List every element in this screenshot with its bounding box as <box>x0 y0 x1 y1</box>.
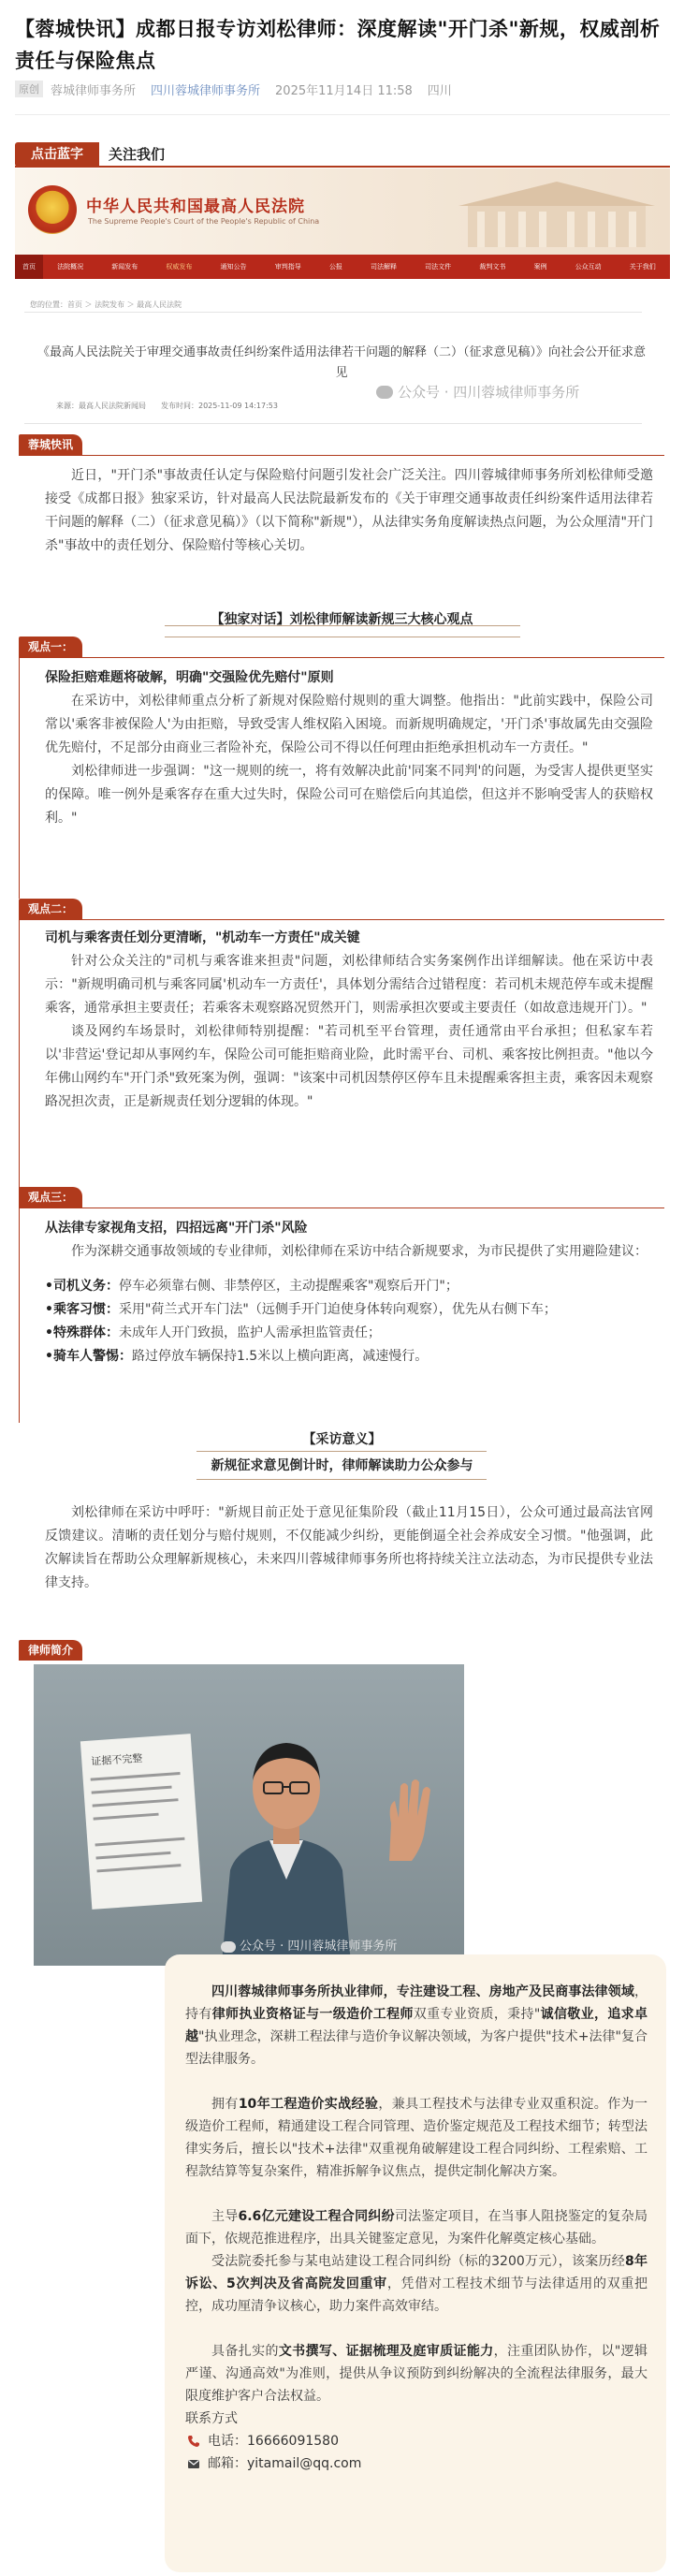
tip-label: •乘客习惯： <box>45 1302 119 1317</box>
tip-text: 停车必须靠右侧、非禁停区，主动提醒乘客"观察后开门"； <box>118 1279 458 1294</box>
tip-item <box>45 1345 653 1368</box>
lawyer-bio-card <box>165 1954 666 2572</box>
email-icon <box>187 2457 200 2470</box>
court-nav-item: 审判指导 <box>274 263 301 271</box>
section-vbar <box>19 919 20 1189</box>
tip-text: 路过停放车辆保持1.5米以上横向距离，减速慢行。 <box>131 1349 429 1364</box>
point1-para2: 刘松律师进一步强调："这一规则的统一，将有效解决此前'同案不同判'的问题，为受害人提供更坚实的保障。唯一例外是乘客存在重大过失时，保险公司可在赔偿后向其追偿，但这并不影响受害人的获赔权利。" <box>45 764 653 826</box>
bio-para1: 四川蓉城律师事务所执业律师，专注建设工程、房地产及民商事法律领域，持有律师执业资格证与一级造价工程师双重专业资质，秉持"诚信敬业，追求卓越"执业理念，深耕工程法律与造价争议解决领域，为客户提供"技术+法律"复合型法律服务。 <box>185 1984 648 2067</box>
publish-location: 四川 <box>427 83 452 98</box>
court-nav-bar <box>15 255 670 279</box>
tip-item <box>45 1298 653 1322</box>
interview-body <box>45 1501 653 1595</box>
point2-para2: 谈及网约车场景时，刘松律师特别提醒："若司机至平台管理，责任通常由平台承担；但私家车若以'非营运'登记却从事网约车，保险公司可能拒赔商业险，此时需平台、司机、乘客按比例担责。"他以今年佛山网约车"开门杀"致死案为例，强调："该案中司机因禁停区停车且未提醒乘客担主责，乘客因未观察路况担次责，正是新规责任划分逻辑的体现。" <box>45 1024 653 1109</box>
point1-para1: 在采访中，刘松律师重点分析了新规对保险赔付规则的重大调整。他指出："此前实践中，保险公司常以'乘客非被保险人'为由拒赔，导致受害人维权陷入困境。而新规明确规定，'开门杀'事故属先由交强险优先赔付，不足部分由商业三者险补充，保险公司不得以任何理由拒绝承担机动车一方责任。" <box>45 694 653 755</box>
contact-email-row[interactable] <box>185 2452 648 2475</box>
bio-para3b: 受法院委托参与某电站建设工程合同纠纷（标的3200万元），该案历经8年诉讼、5次判决及省高院发回重审，凭借对工程技术细节与法律适用的双重把控，成功厘清争议核心，助力案件高效审结。 <box>185 2254 648 2314</box>
wechat-icon <box>221 1941 236 1953</box>
follow-banner[interactable] <box>15 142 670 167</box>
lawyer-figure <box>211 1730 361 1966</box>
court-header-image <box>15 168 670 255</box>
whiteboard-title: 证据不完整 <box>90 1751 143 1768</box>
article-meta <box>15 79 467 99</box>
court-nav-item: 司法解释 <box>371 263 398 271</box>
raised-hand-icon <box>371 1777 436 1861</box>
point3-heading: 从法律专家视角支招，四招远离"开门杀"风险 <box>45 1221 308 1236</box>
section-tag-lawyer: 律师简介 <box>19 1640 82 1661</box>
contact-title: 联系方式 <box>185 2411 238 2426</box>
section-tag-news: 蓉城快讯 <box>19 434 82 455</box>
watermark-text: 公众号 · 四川蓉城律师事务所 <box>398 384 580 401</box>
tip-text: 采用"荷兰式开车门法"（远侧手开门迫使身体转向观察），优先从右侧下车； <box>118 1302 557 1317</box>
tip-text: 未成年人开门致损，监护人需承担监管责任； <box>118 1325 381 1340</box>
interview-heading-2: 新规征求意见倒计时，律师解读助力公众参与 <box>211 1458 473 1473</box>
bio-para2: 拥有10年工程造价实战经验，兼具工程技术与法律专业双重积淀。作为一级造价工程师，精通建设工程合同管理、造价鉴定规范及工程技术细节；转型法律实务后，擅长以"技术+法律"双重视角破解建设工程合同纠纷、工程索赔、工程款结算等复杂案件，精准拆解争议焦点，提供定制化解决方案。 <box>185 2097 648 2179</box>
section-rule <box>19 455 664 456</box>
divider <box>24 312 642 313</box>
photo-watermark <box>221 1936 397 1954</box>
follow-button[interactable]: 点击蓝字 <box>15 142 99 167</box>
tip-label: •骑车人警惕： <box>45 1349 132 1364</box>
follow-text: 关注我们 <box>109 146 166 163</box>
point2-body <box>45 927 653 1114</box>
contact-phone-row[interactable] <box>185 2430 648 2452</box>
court-name-en: The Supreme People's Court of the People's Republic of China <box>88 217 320 226</box>
point2-para1: 针对公众关注的"司机与乘客谁来担责"问题，刘松律师结合实务案例作出详细解读。他在采访中表示："新规明确司机与乘客同属'机动车一方责任'，具体划分需结合过错程度：若司机未规范停车或未提醒乘客，通常承担主要责任；若乘客未观察路况贸然开门，则需承担次要或主要责任（如故意违规开门）。" <box>45 954 653 1016</box>
point3-para1: 作为深耕交通事故领域的专业律师，刘松律师在采访中结合新规要求，为市民提供了实用避险建议： <box>71 1244 648 1259</box>
interview-text: 刘松律师在采访中呼吁："新规目前正处于意见征集阶段（截止11月15日），公众可通过最高法官网反馈建议。清晰的责任划分与赔付规则，不仅能减少纠纷，更能倒逼全社会养成安全习惯。"他强调，此次解读旨在帮助公众理解新规核心，未来四川蓉城律师事务所也将持续关注立法动态，为市民提供专业法律支持。 <box>45 1505 653 1590</box>
court-nav-item: 权威发布 <box>166 263 193 271</box>
section-tag-point3: 观点三： <box>19 1187 82 1208</box>
tip-label: •特殊群体： <box>45 1325 119 1340</box>
point1-body <box>45 666 653 830</box>
deco-line <box>196 1451 487 1452</box>
photo-watermark-text: 公众号 · 四川蓉城律师事务所 <box>240 1939 398 1954</box>
section-rule <box>19 657 664 658</box>
divider <box>24 423 642 424</box>
court-nav-item: 新闻发布 <box>111 263 138 271</box>
news-paragraph <box>45 464 653 558</box>
tip-item <box>45 1322 653 1345</box>
court-breadcrumb: 您的位置：首页 ＞ 法院发布 ＞ 最高人民法院 <box>30 300 182 309</box>
exclusive-heading: 【独家对话】刘松律师解读新规三大核心观点 <box>211 612 473 627</box>
article-author: 蓉城律师事务所 <box>51 83 137 98</box>
article-title: 【蓉城快讯】成都日报专访刘松律师：深度解读"开门杀"新规，权威剖析责任与保险焦点 <box>15 18 661 72</box>
publish-date: 2025年11月14日 11:58 <box>275 83 413 98</box>
section-rule <box>19 919 664 920</box>
divider <box>15 114 670 115</box>
bio-para4: 具备扎实的文书撰写、证据梳理及庭审质证能力，注重团队协作，以"逻辑严谨、沟通高效"为准则，提供从争议预防到纠纷解决的全流程法律服务，最大限度维护客户合法权益。 <box>185 2344 648 2404</box>
court-nav-item: 关于我们 <box>629 263 656 271</box>
contact-email[interactable]: 邮箱：yitamail@qq.com <box>208 2456 362 2471</box>
original-badge: 原创 <box>15 80 43 97</box>
tip-item <box>45 1275 653 1298</box>
national-emblem-icon <box>28 185 77 234</box>
phone-icon <box>187 2435 200 2448</box>
point3-body <box>45 1217 653 1368</box>
court-nav-item: 通知公告 <box>220 263 247 271</box>
image-watermark <box>376 382 579 402</box>
interview-heading-1: 【采访意义】 <box>302 1432 382 1447</box>
court-nav-item: 案例 <box>533 263 547 271</box>
court-nav-home: 首页 <box>15 255 43 279</box>
point2-heading: 司机与乘客责任划分更清晰，"机动车一方责任"成关键 <box>45 930 360 945</box>
account-link[interactable]: 四川蓉城律师事务所 <box>151 83 261 98</box>
court-nav-items <box>43 262 670 271</box>
court-nav-item: 公报 <box>328 263 342 271</box>
court-nav-item: 司法文件 <box>425 263 452 271</box>
court-doc-title: 《最高人民法院关于审理交通事故责任纠纷案件适用法律若干问题的解释（二）（征求意见稿）》向社会公开征求意见 <box>37 345 647 380</box>
wechat-icon <box>376 386 393 399</box>
court-nav-item: 法院概况 <box>57 263 84 271</box>
deco-line <box>196 1479 487 1480</box>
section-tag-point1: 观点一： <box>19 637 82 657</box>
bio-para3: 主导6.6亿元建设工程合同纠纷司法鉴定项目，在当事人阻挠鉴定的复杂局面下，依规范推进程序，出具关键鉴定意见，为案件化解奠定核心基础。 <box>185 2209 648 2247</box>
court-name: 中华人民共和国最高人民法院 <box>86 198 305 216</box>
section-vbar <box>19 657 20 899</box>
lawyer-photo <box>34 1664 464 1966</box>
tip-label: •司机义务： <box>45 1279 119 1294</box>
court-doc-meta: 来源：最高人民法院新闻局 发布时间：2025-11-09 14:17:53 <box>56 402 278 410</box>
court-nav-item: 裁判文书 <box>479 263 506 271</box>
news-text: 近日，"开门杀"事故责任认定与保险赔付问题引发社会广泛关注。四川蓉城律师事务所刘松律师受邀接受《成都日报》独家采访，针对最高人民法院最新发布的《关于审理交通事故责任纠纷案件适用法律若干问题的解释（二）（征求意见稿）》（以下简称"新规"），从法律实务角度解读热点问题，为公众厘清"开门杀"事故中的责任划分、保险赔付等核心关切。 <box>45 468 653 553</box>
section-tag-point2: 观点二： <box>19 899 82 919</box>
court-building-icon <box>449 174 664 249</box>
lawyer-bio-text <box>185 1981 648 2475</box>
contact-phone[interactable]: 电话：16666091580 <box>208 2434 339 2449</box>
section-vbar <box>19 1208 20 1423</box>
court-nav-item: 公众互动 <box>575 263 602 271</box>
contact-block <box>185 2408 648 2475</box>
point1-heading: 保险拒赔难题将破解，明确"交强险优先赔付"原则 <box>45 670 334 685</box>
whiteboard <box>80 1734 202 1910</box>
follow-underline <box>15 166 670 168</box>
